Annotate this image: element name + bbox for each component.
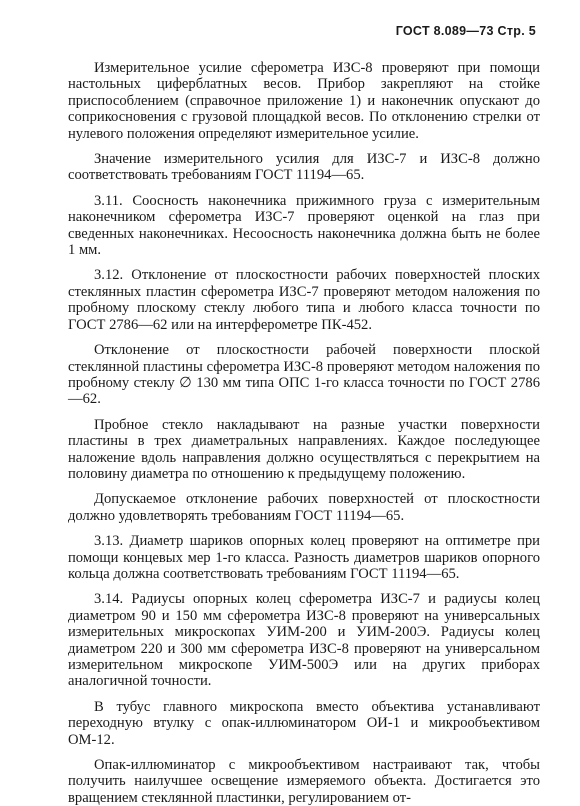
paragraph: Отклонение от плоскостности рабочей поверхности плоской стеклянной пластины сферометра ИЗС-8 проверяют методом наложения по пробному стеклу ∅ 130 мм типа ОПС 1-го класса точности по ГОСТ 2786—62. [68, 342, 540, 408]
paragraph-clause-3-13: 3.13. Диаметр шариков опорных колец проверяют на оптиметре при помощи концевых мер 1-го класса. Разность диаметров шариков опорного кольца должна соответствовать требованиям ГОСТ 11194—65. [68, 533, 540, 582]
paragraph: Пробное стекло накладывают на разные участки поверхности пластины в трех диаметральных направлениях. Каждое последующее наложение вдоль направления должно осуществляться с перекрытием на половину диаметра по отношению к предыдущему положению. [68, 416, 540, 482]
paragraph-clause-3-11: 3.11. Соосность наконечника прижимного груза с измерительным наконечником сферометра ИЗС-7 проверяют оценкой на глаз при сведенных наконечниках. Несоосность наконечника должна быть не более 1 мм. [68, 192, 540, 259]
paragraph: Значение измерительного усилия для ИЗС-7 и ИЗС-8 должно соответствовать требованиям ГОСТ 11194—65. [68, 151, 540, 184]
paragraph: Измерительное усилие сферометра ИЗС-8 проверяют при помощи настольных циферблатных весов. Прибор закрепляют на стойке приспособлением (справочное приложение 1) и наконечник опускают до соприкосновения с грузовой площадкой весов. По отклонению стрелки от нулевого положения определяют измерительное усилие. [68, 60, 540, 142]
paragraph: Опак-иллюминатор с микрообъективом настраивают так, чтобы получить наилучшее освещение измеряемого объекта. Достигается это вращением стеклянной пластинки, регулированием от- [68, 757, 540, 806]
paragraph-clause-3-14: 3.14. Радиусы опорных колец сферометра ИЗС-7 и радиусы колец диаметром 90 и 150 мм сферометра ИЗС-8 проверяют на универсальных измерительных микроскопах УИМ-200 и УИМ-200Э. Радиусы колец диаметром 220 и 300 мм сферометра ИЗС-8 проверяют на универсальном измерительном микроскопе УИМ-500Э или на других приборах аналогичной точности. [68, 591, 540, 690]
running-head: ГОСТ 8.089—73 Стр. 5 [395, 24, 536, 38]
body-text [68, 60, 540, 806]
paragraph: Допускаемое отклонение рабочих поверхностей от плоскостности должно удовлетворять требованиям ГОСТ 11194—65. [68, 491, 540, 524]
paragraph: В тубус главного микроскопа вместо объектива устанавливают переходную втулку с опак-иллюминатором ОИ-1 и микрообъективом ОМ-12. [68, 698, 540, 748]
paragraph-clause-3-12: 3.12. Отклонение от плоскостности рабочих поверхностей плоских стеклянных пластин сферометра ИЗС-7 проверяют методом наложения по пробному плоскому стеклу любого типа и любого класса точности по ГОСТ 2786—62 или на интерферометре ПК-452. [68, 267, 540, 333]
